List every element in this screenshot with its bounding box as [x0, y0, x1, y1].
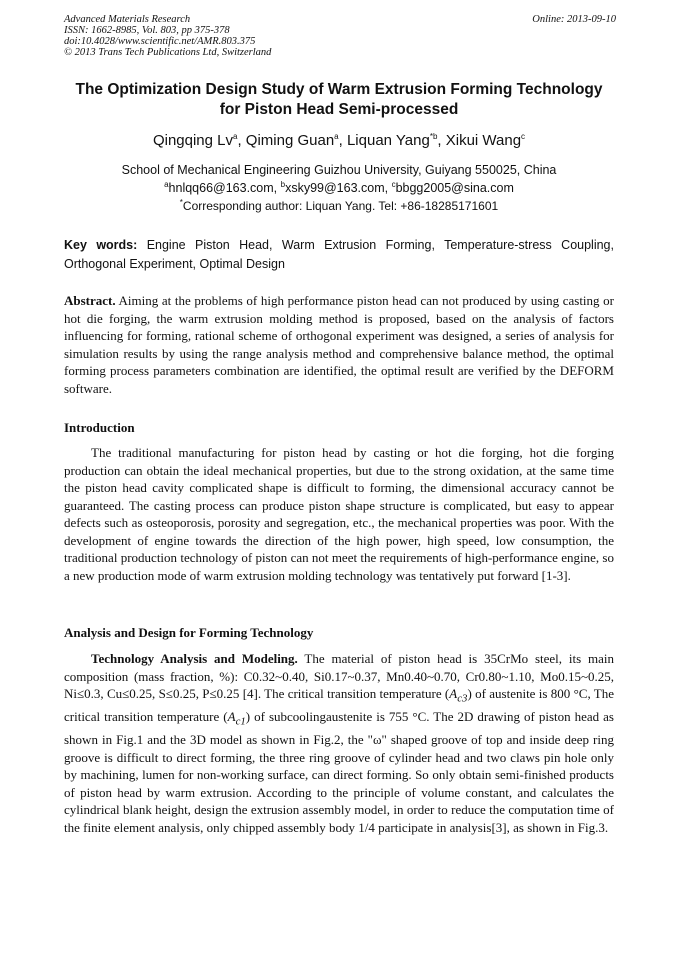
affiliation: School of Mechanical Engineering Guizhou University, Guiyang 550025, China [121, 163, 557, 177]
symbol-ac3-sub: c3 [457, 692, 468, 705]
analysis-sub-label: Technology Analysis and Modeling. [91, 651, 298, 666]
introduction-heading: Introduction [64, 420, 135, 435]
analysis-paragraph [64, 650, 614, 836]
running-header [64, 14, 616, 58]
corr-text: Corresponding author: Liquan Yang. Tel: +86-18285171601 [182, 199, 499, 213]
author-sep: , [437, 132, 446, 149]
online-date: Online: 2013-09-10 [532, 14, 616, 25]
keywords [64, 236, 614, 274]
keywords-label: Key words: [64, 238, 138, 252]
author-name: Qiming Guan [245, 132, 335, 149]
author-mark: *b [429, 132, 438, 141]
email-a: hnlqq66@163.com, [168, 181, 281, 195]
copyright-line: © 2013 Trans Tech Publications Ltd, Switzerland [64, 47, 272, 58]
introduction-body [64, 444, 614, 584]
title-line-2: for Piston Head Semi-processed [219, 101, 459, 118]
email-b: xsky99@163.com, [285, 181, 392, 195]
symbol-ac3: A [449, 686, 458, 701]
abstract-text: Aiming at the problems of high performance piston head can not produced by using casting or hot die forging, the warm extrusion molding method is proposed, based on the analysis of factors influencing for forming, rational scheme of orthogonal experiment was designed, a series of analysis for simulation results by using the range analysis method and comprehensive balance method, the optimal forming process parameters combination are identified, the optimal result are verified by the DEFORM software. [64, 293, 614, 396]
author-list [40, 132, 638, 150]
symbol-ac1-sub: c1 [235, 715, 246, 728]
corresponding-author [40, 199, 638, 214]
paper-title [50, 80, 628, 120]
email-mark: b [280, 179, 286, 189]
analysis-body [64, 650, 614, 836]
symbol-ac1: A [227, 709, 236, 725]
analysis-heading: Analysis and Design for Forming Technology [64, 625, 314, 640]
email-mark: c [391, 179, 396, 189]
abstract [64, 292, 614, 397]
author-sep: , [237, 132, 246, 149]
journal-name: Advanced Materials Research [64, 14, 191, 25]
analysis-text-3: ) of subcoolingaustenite is 755 °C. The 2D drawing of piston head as shown in Fig.1 and the 3D model as shown in Fig.2, the "ω" shaped groove of top and inside deep ring groove is difficult to direct forming, the three ring groove of cylinder head and two claws pin hole only by machining, lumen for non-working surface, can direct forming. So only obtain semi-finished products of piston head by warm extrusion. According to the principle of volume constant, and calculates the cylindrical blank height, design the extrusion assembly model, in order to reduce the computation time of the finite element analysis, only chipped assembly body 1/4 participate in analysis[3], as shown in Fig.3. [64, 709, 614, 835]
title-line-1: The Optimization Design Study of Warm Extrusion Forming Technology [75, 81, 603, 98]
author-name: Liquan Yang [346, 132, 430, 149]
author-mark: a [334, 132, 339, 141]
author-mark: a [233, 132, 238, 141]
analysis-text-2: ) of austenite is 800 °C, The critical transition temperature ( [64, 686, 614, 725]
email-line [40, 181, 638, 196]
abstract-label: Abstract. [64, 293, 116, 308]
keywords-text: Engine Piston Head, Warm Extrusion Forming, Temperature-stress Coupling, Orthogonal Experiment, Optimal Design [64, 238, 614, 271]
doi-line: doi:10.4028/www.scientific.net/AMR.803.375 [64, 36, 256, 47]
author-name: Qingqing Lv [152, 132, 233, 149]
author-sep: , [338, 132, 347, 149]
corr-mark: * [179, 198, 183, 207]
author-name: Xikui Wang [445, 132, 522, 149]
email-c: bbgg2005@sina.com [395, 181, 514, 195]
introduction-paragraph: The traditional manufacturing for piston head by casting or hot die forging, hot die forging production can obtain the ideal mechanical properties, but due to the strong oxidation, at the same time the piston head cavity complicated shape is difficult to forming, the dimensional accuracy cannot be guaranteed. The casting process can produce piston shape structure is complicated, but easy to appear defects such as osteoporosis, porosity and segregation, etc., the mechanical properties was poor. With the development of engine towards the direction of the high power, high speed, low consumption, the traditional production technology of piston can not meet the requirements of high-performance engine, so a new production mode of warm extrusion molding technology was tentatively put forward [1-3]. [64, 445, 614, 583]
analysis-text-1: The material of piston head is 35CrMo steel, its main composition (mass fraction, %): C0.32~0.40, Si0.17~0.37, Mn0.40~0.70, Cr0.80~1.10, Mo0.15~0.25, Ni≤0.3, Cu≤0.25, S≤0.25, P≤0.25 [4]. The critical transition temperature ( [64, 651, 615, 701]
email-mark: a [164, 179, 169, 189]
issn-line: ISSN: 1662-8985, Vol. 803, pp 375-378 [64, 25, 230, 36]
author-mark: c [521, 132, 526, 141]
